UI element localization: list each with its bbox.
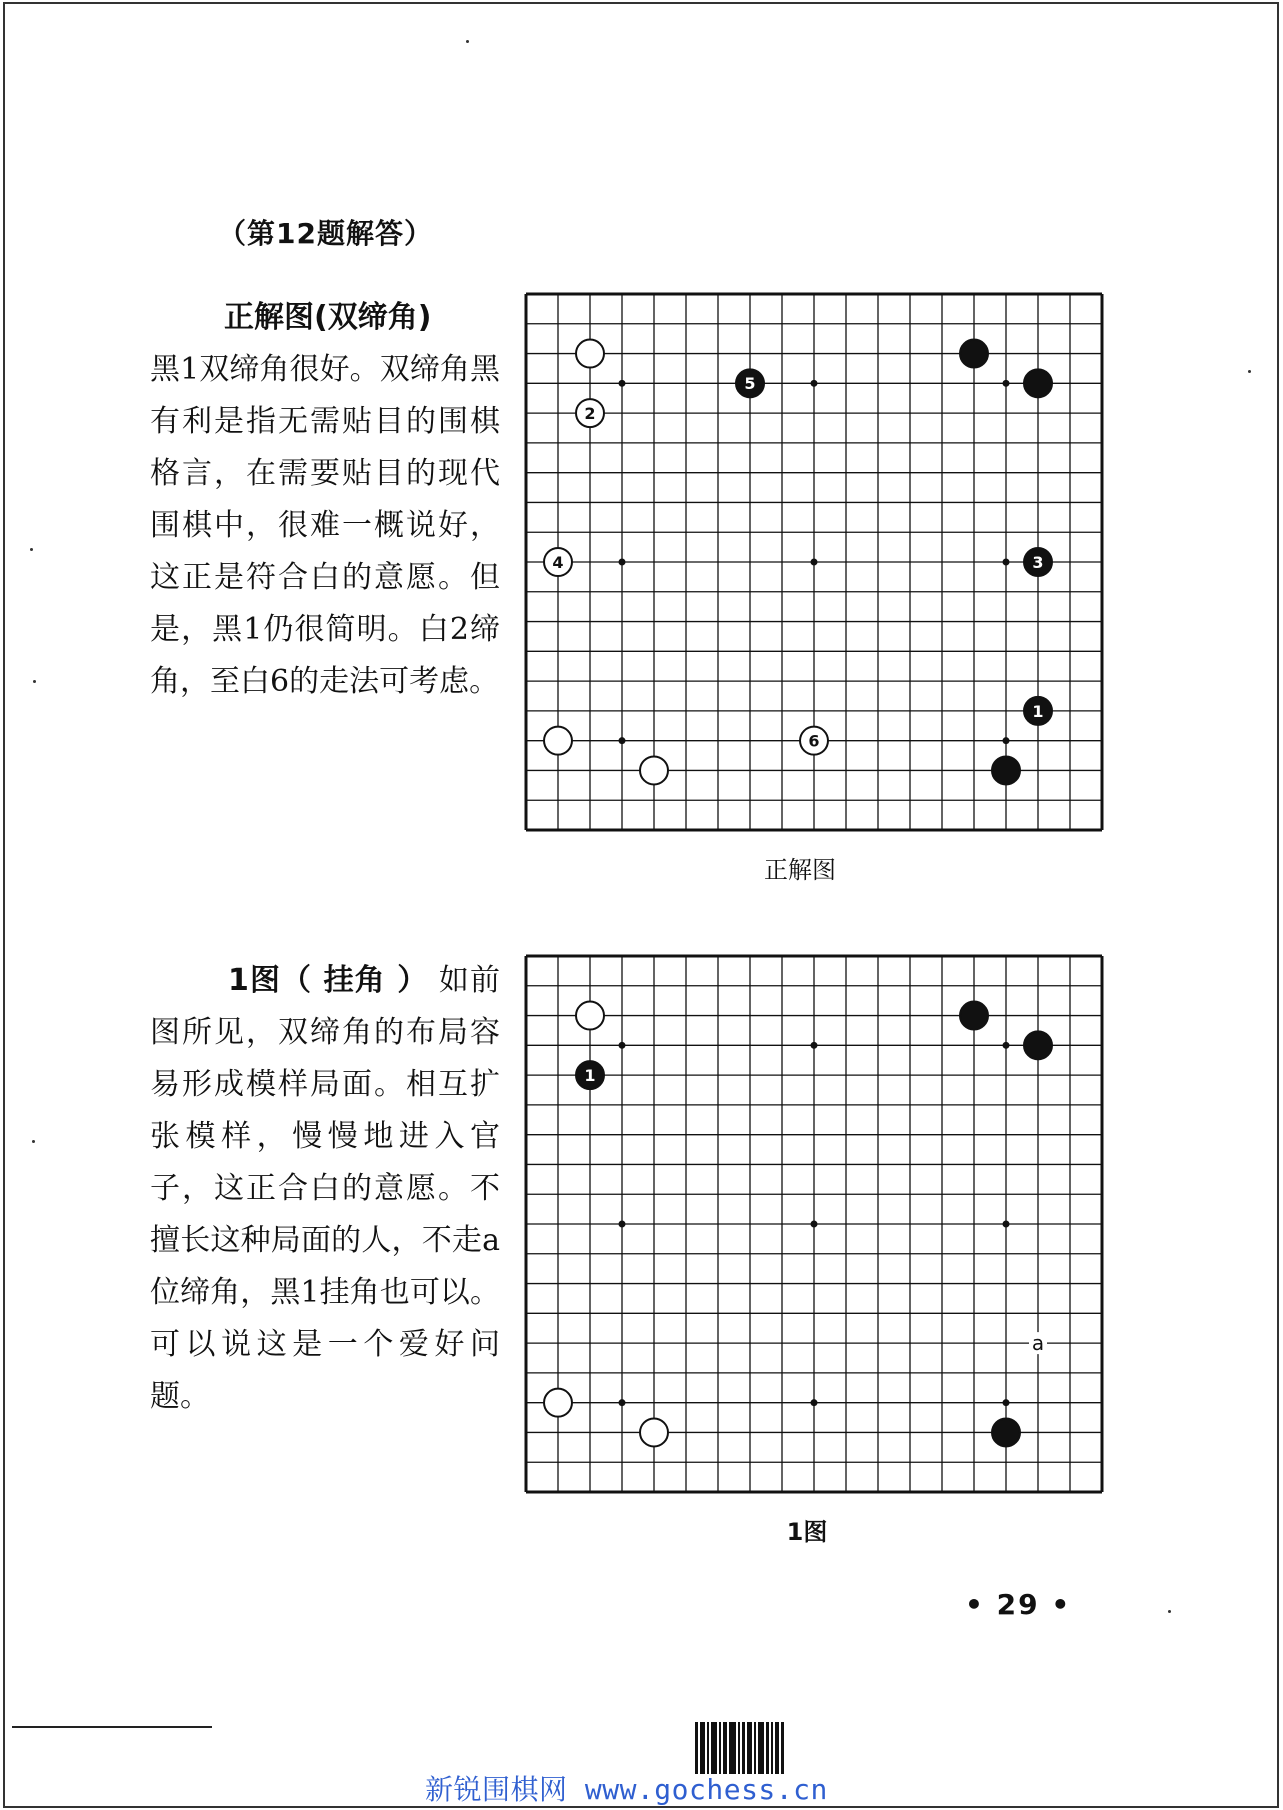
diagram2-black-stone <box>960 1002 988 1030</box>
go-diagram-correct <box>520 288 1108 836</box>
page-number: • 29 • <box>965 1588 1072 1621</box>
diagram1-stone-number: 6 <box>808 731 820 751</box>
diagram2-star-point <box>811 1221 818 1228</box>
diagram1-star-point <box>619 380 626 387</box>
diagram2-black-stone <box>1024 1031 1052 1059</box>
diagram2-star-point <box>1003 1042 1010 1049</box>
go-diagram-figure1 <box>520 950 1108 1498</box>
diagram2-black-stone <box>992 1418 1020 1446</box>
answer-heading: （第12题解答） <box>218 217 433 250</box>
diagram1-stone-number: 4 <box>552 552 564 572</box>
section1-body: 黑1双缔角很好。双缔角黑有利是指无需贴目的围棋格言，在需要贴目的现代围棋中，很难一概说好，这正是符合白的意愿。但是，黑1仍很简明。白2缔角，至白6的走法可考虑。 <box>150 352 500 699</box>
diagram1-star-point <box>1003 737 1010 744</box>
diagram2-star-point <box>1003 1221 1010 1228</box>
diagram1-star-point <box>811 380 818 387</box>
diagram2-stone-number: 1 <box>584 1065 596 1085</box>
section2-paragraph <box>150 955 500 1423</box>
diagram1-star-point <box>811 559 818 566</box>
diagram2-star-point <box>1003 1399 1010 1406</box>
diagram2-star-point <box>619 1221 626 1228</box>
section1-title: 正解图(双缔角) <box>224 300 432 335</box>
diagram1-black-stone <box>992 756 1020 784</box>
diagram2-white-stone <box>544 1389 572 1417</box>
diagram2-star-point <box>619 1399 626 1406</box>
diagram2-star-point <box>811 1042 818 1049</box>
speck <box>32 1140 35 1143</box>
diagram1-white-stone <box>576 340 604 368</box>
speck <box>33 680 36 683</box>
section2-title: 1图（ 挂角 ） <box>228 963 429 998</box>
diagram2-letter-mark: a <box>1031 1331 1045 1356</box>
diagram1-stone-number: 3 <box>1032 552 1044 572</box>
footer-rule <box>12 1726 212 1728</box>
diagram1-star-point <box>619 559 626 566</box>
diagram2-caption: 1图 <box>786 1518 828 1546</box>
section1-paragraph <box>150 292 500 708</box>
diagram1-stone-number: 1 <box>1032 701 1044 721</box>
diagram1-white-stone <box>544 727 572 755</box>
section2-body: 如前图所见，双缔角的布局容易形成模样局面。相互扩张模样，慢慢地进入官子，这正合白的意愿。不擅长这种局面的人，不走a位缔角，黑1挂角也可以。可以说这是一个爱好问题。 <box>150 963 500 1414</box>
diagram1-star-point <box>1003 380 1010 387</box>
diagram2-white-stone <box>576 1002 604 1030</box>
diagram2-star-point <box>811 1399 818 1406</box>
speck <box>1248 370 1251 373</box>
diagram1-stone-number: 5 <box>744 374 756 394</box>
diagram1-stone-number: 2 <box>584 403 596 423</box>
diagram1-caption: 正解图 <box>764 856 836 884</box>
page-border <box>3 2 1279 1808</box>
site-watermark: 新锐围棋网 www.gochess.cn <box>425 1773 828 1806</box>
diagram1-white-stone <box>640 756 668 784</box>
diagram2-star-point <box>619 1042 626 1049</box>
barcode-image <box>695 1722 845 1774</box>
diagram1-black-stone <box>960 340 988 368</box>
speck <box>30 548 33 551</box>
diagram2-white-stone <box>640 1418 668 1446</box>
diagram1-star-point <box>619 737 626 744</box>
diagram1-black-stone <box>1024 369 1052 397</box>
speck <box>466 40 469 43</box>
diagram1-star-point <box>1003 559 1010 566</box>
speck <box>1168 1610 1171 1613</box>
